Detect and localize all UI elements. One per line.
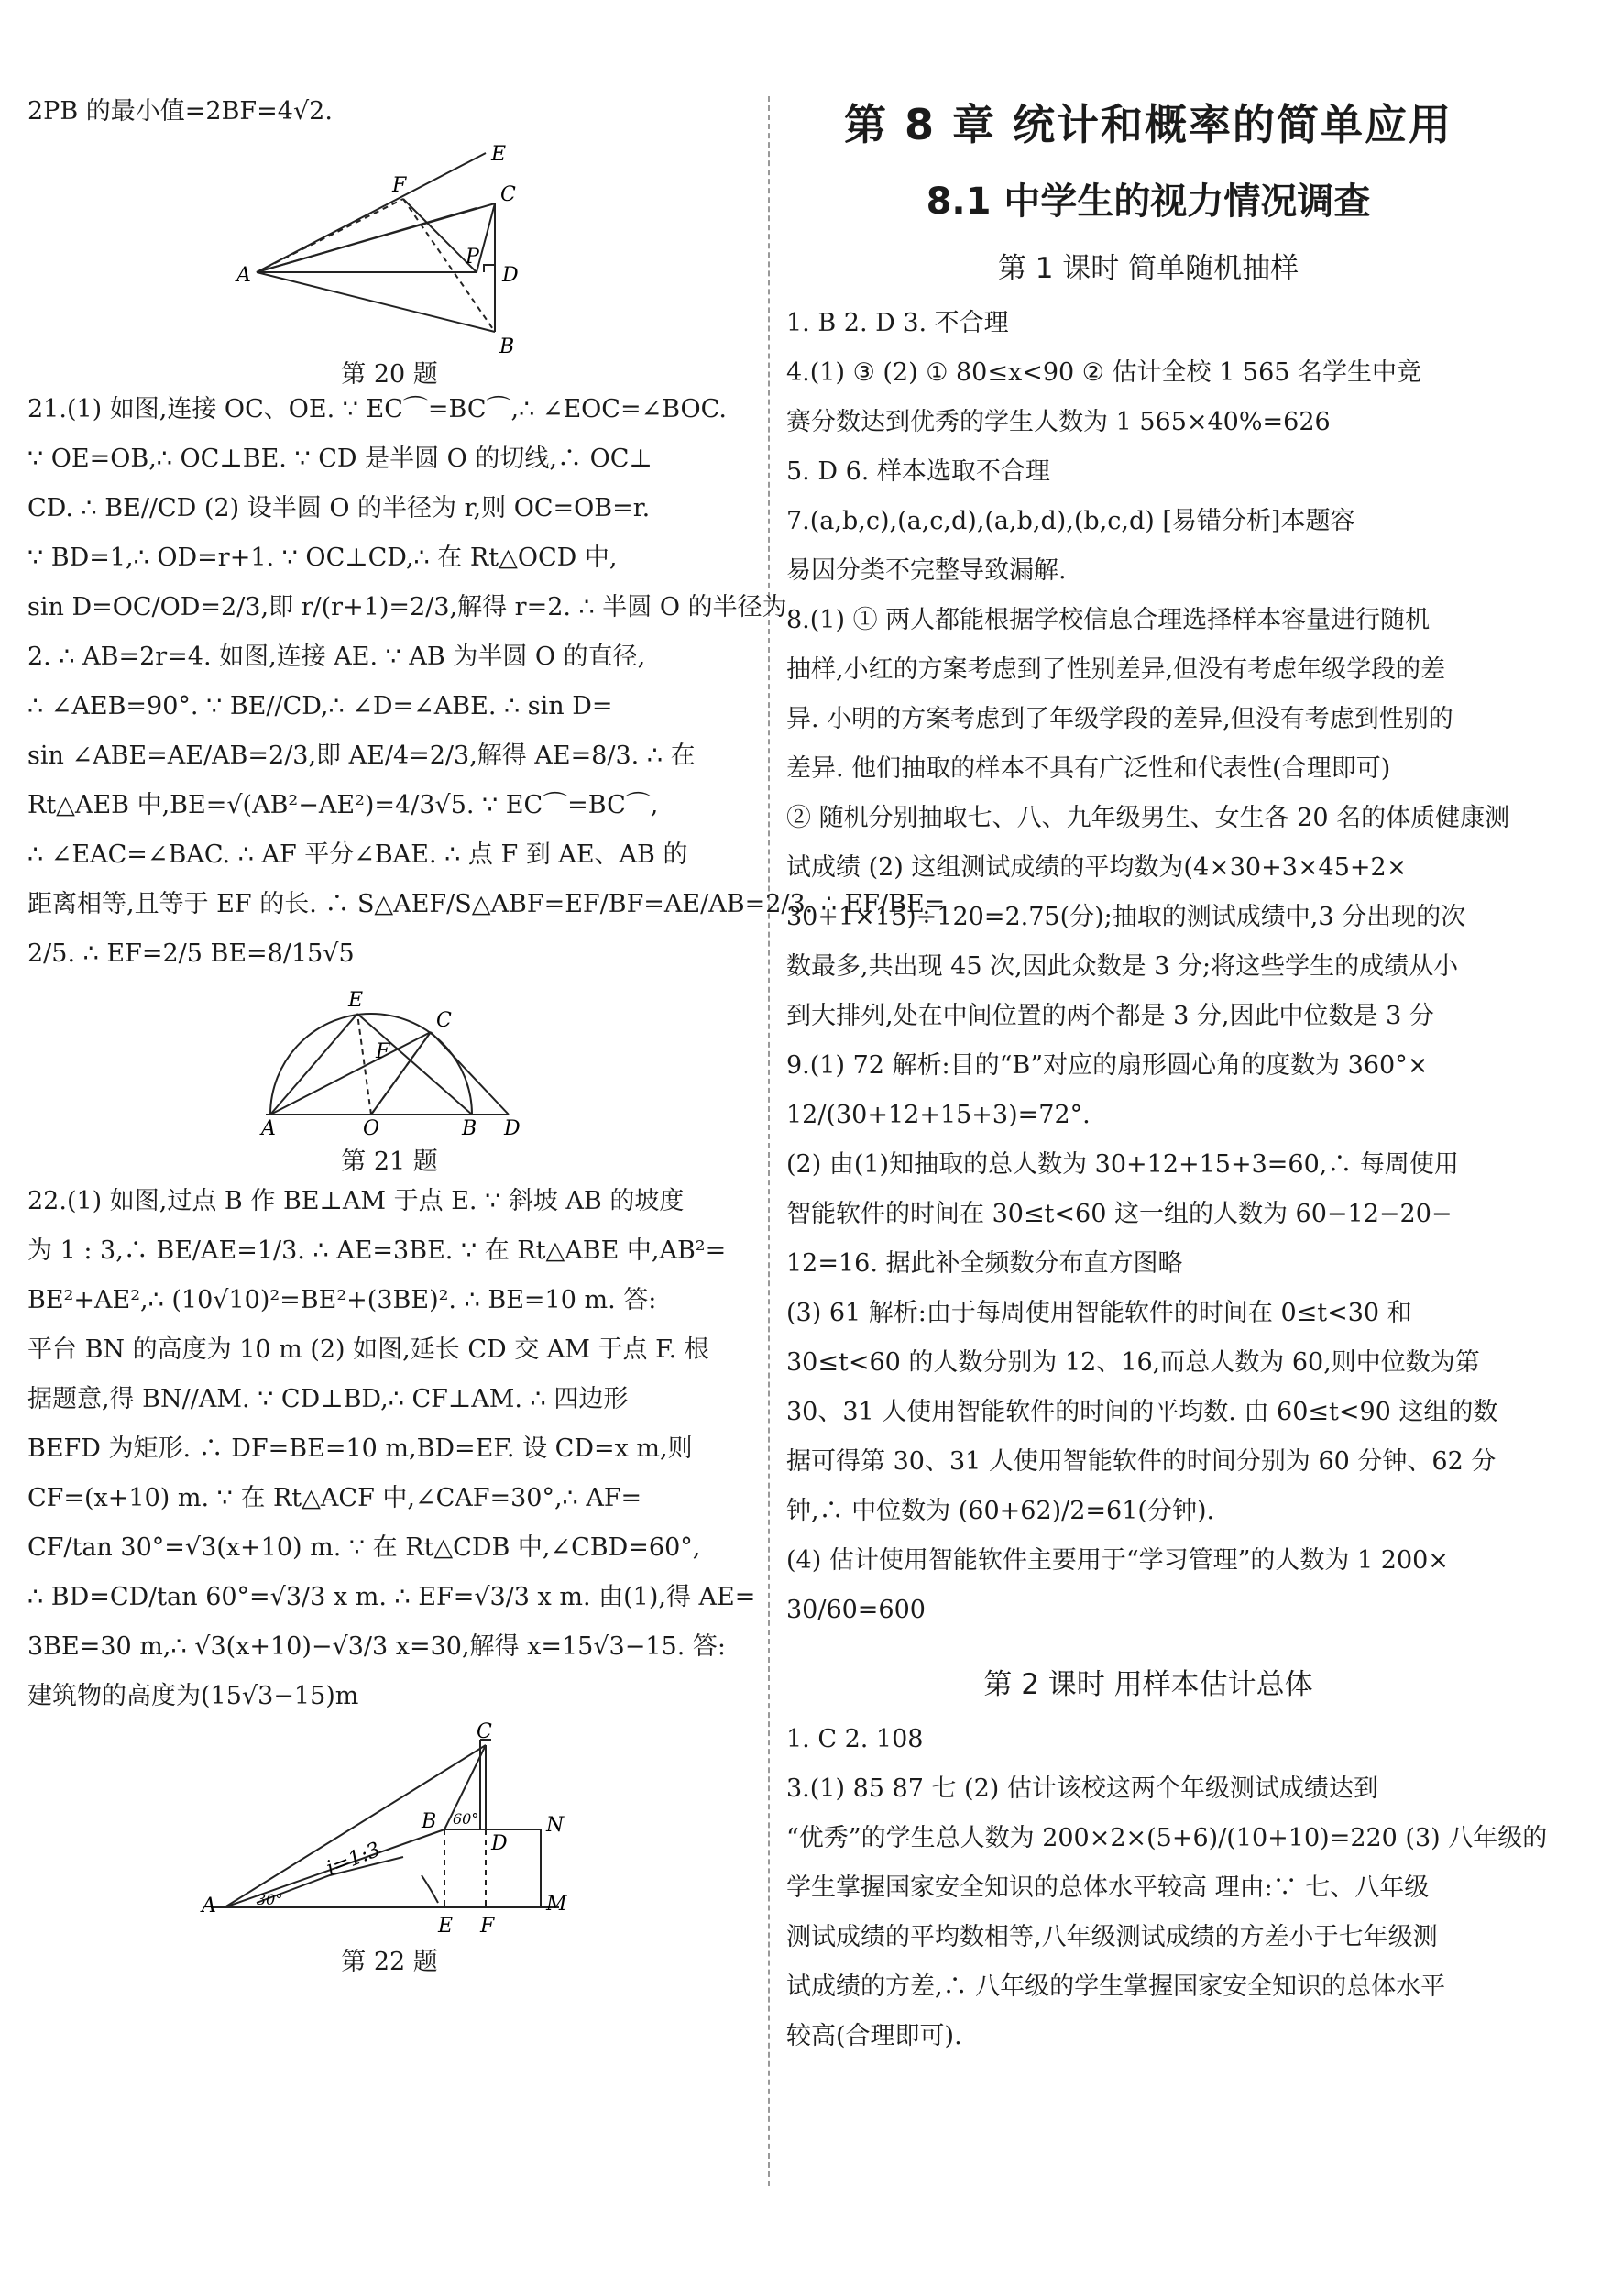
- text-line: 为 1 : 3,∴ BE/AE=1/3. ∴ AE=3BE. ∵ 在 Rt△ABE 中,AB²=: [27, 1236, 727, 1265]
- text-line: 较高(合理即可).: [786, 2022, 962, 2050]
- text-line: 建筑物的高度为(15√3−15)m: [27, 1682, 359, 1710]
- lesson-1-title: 第 1 课时 简单随机抽样: [997, 252, 1299, 285]
- chapter-title: 第 8 章 统计和概率的简单应用: [843, 100, 1453, 149]
- text-line: ∵ BD=1,∴ OD=r+1. ∵ OC⊥CD,∴ 在 Rt△OCD 中,: [27, 544, 618, 572]
- text-line: 3.(1) 85 87 七 (2) 估计该校这两个年级测试成绩达到: [786, 1774, 1378, 1803]
- text-line: 8.(1) ① 两人都能根据学校信息合理选择样本容量进行随机: [786, 606, 1431, 634]
- fig20-label-d: D: [502, 264, 519, 287]
- column-divider: [768, 96, 770, 2186]
- text-line: 2/5. ∴ EF=2/5 BE=8/15√5: [27, 939, 355, 968]
- figure-22-diagram: [27, 1720, 751, 1938]
- text-line: CD. ∴ BE//CD (2) 设半圆 O 的半径为 r,则 OC=OB=r.: [27, 494, 651, 522]
- fig22-label-a: A: [202, 1895, 216, 1917]
- fig22-label-c: C: [477, 1720, 492, 1743]
- text-line: 30+1×15)÷120=2.75(分);抽取的测试成绩中,3 分出现的次: [786, 903, 1466, 931]
- text-line: 异. 小明的方案考虑到了年级学段的差异,但没有考虑到性别的: [786, 705, 1453, 733]
- text-line: 4.(1) ③ (2) ① 80≤x<90 ② 估计全校 1 565 名学生中竞: [786, 358, 1422, 387]
- text-line: 2PB 的最小值=2BF=4√2.: [27, 97, 333, 126]
- text-line: BE²+AE²,∴ (10√10)²=BE²+(3BE)². ∴ BE=10 m. 答:: [27, 1286, 657, 1314]
- section-title: 8.1 中学生的视力情况调查: [926, 181, 1371, 223]
- fig20-label-f: F: [392, 174, 407, 197]
- fig22-label-f: F: [480, 1915, 495, 1938]
- text-line: 数最多,共出现 45 次,因此众数是 3 分;将这些学生的成绩从小: [786, 952, 1459, 981]
- fig22-angle-60: 60°: [453, 1810, 479, 1828]
- fig22-label-n: N: [546, 1814, 565, 1837]
- fig21-label-d: D: [504, 1117, 521, 1140]
- text-line: ∴ BD=CD/tan 60°=√3/3 x m. ∴ EF=√3/3 x m. 由(1),得 AE=: [27, 1583, 756, 1611]
- text-line: 1. B 2. D 3. 不合理: [786, 309, 1009, 337]
- text-line: “优秀”的学生总人数为 200×2×(5+6)/(10+10)=220 (3) 八年级的: [786, 1824, 1548, 1852]
- text-line: ∵ OE=OB,∴ OC⊥BE. ∵ CD 是半圆 O 的切线,∴ OC⊥: [27, 445, 652, 473]
- lines-a: [27, 87, 751, 137]
- text-line: 距离相等,且等于 EF 的长. ∴ S△AEF/S△ABF=EF/BF=AE/AB=2/3. ∴ EF/BE=: [27, 890, 946, 918]
- text-line: 30≤t<60 的人数分别为 12、16,而总人数为 60,则中位数为第: [786, 1348, 1480, 1377]
- text-line: 差异. 他们抽取的样本不具有广泛性和代表性(合理即可): [786, 754, 1391, 783]
- figure-20: [27, 143, 751, 389]
- text-line: 30/60=600: [786, 1596, 926, 1624]
- text-line: sin D=OC/OD=2/3,即 r/(r+1)=2/3,解得 r=2. ∴ 半圆 O 的半径为: [27, 593, 787, 621]
- lesson-1-lines: [786, 299, 1510, 1635]
- text-line: 12/(30+12+15+3)=72°.: [786, 1101, 1091, 1129]
- text-line: 5. D 6. 样本选取不合理: [786, 457, 1050, 486]
- text-line: ∴ ∠EAC=∠BAC. ∴ AF 平分∠BAE. ∴ 点 F 到 AE、AB 的: [27, 840, 688, 869]
- text-line: 到大排列,处在中间位置的两个都是 3 分,因此中位数是 3 分: [786, 1002, 1434, 1030]
- text-line: sin ∠ABE=AE/AB=2/3,即 AE/4=2/3,解得 AE=8/3. ∴ 在: [27, 742, 696, 770]
- fig22-slope-label: i=1:3: [323, 1838, 384, 1881]
- text-line: (4) 估计使用智能软件主要用于“学习管理”的人数为 1 200×: [786, 1546, 1449, 1575]
- figure-20-diagram: [27, 143, 751, 358]
- fig20-label-p: P: [466, 246, 479, 269]
- fig20-label-e: E: [491, 143, 507, 166]
- fig21-label-e: E: [348, 989, 364, 1012]
- text-line: 据可得第 30、31 人使用智能软件的时间分别为 60 分钟、62 分: [786, 1447, 1497, 1476]
- text-line: BEFD 为矩形. ∴ DF=BE=10 m,BD=EF. 设 CD=x m,则: [27, 1434, 693, 1463]
- text-line: 12=16. 据此补全频数分布直方图略: [786, 1249, 1183, 1278]
- text-line: 学生掌握国家安全知识的总体水平较高 理由:∵ 七、八年级: [786, 1873, 1430, 1902]
- text-line: ② 随机分别抽取七、八、九年级男生、女生各 20 名的体质健康测: [786, 804, 1510, 832]
- right-column: [786, 92, 1548, 2061]
- fig22-label-m: M: [546, 1893, 567, 1916]
- text-line: 测试成绩的平均数相等,八年级测试成绩的方差小于七年级测: [786, 1923, 1438, 1951]
- lines-c: [27, 1177, 756, 1721]
- text-line: 2. ∴ AB=2r=4. 如图,连接 AE. ∵ AB 为半圆 O 的直径,: [27, 643, 646, 671]
- fig21-label-f: F: [376, 1040, 390, 1063]
- fig21-label-a: A: [261, 1117, 276, 1140]
- text-line: CF/tan 30°=√3(x+10) m. ∵ 在 Rt△CDB 中,∠CBD=60°,: [27, 1533, 701, 1562]
- fig20-label-b: B: [499, 335, 515, 358]
- text-line: (2) 由(1)知抽取的总人数为 30+12+15+3=60,∴ 每周使用: [786, 1150, 1459, 1179]
- figure-21-caption: 第 21 题: [341, 1148, 438, 1176]
- fig22-angle-30: 30°: [257, 1891, 283, 1908]
- text-line: ∴ ∠AEB=90°. ∵ BE//CD,∴ ∠D=∠ABE. ∴ sin D=: [27, 692, 613, 720]
- fig20-label-a: A: [236, 264, 251, 287]
- text-line: 9.(1) 72 解析:目的“B”对应的扇形圆心角的度数为 360°×: [786, 1051, 1429, 1080]
- fig21-label-b: B: [462, 1117, 477, 1140]
- text-line: 30、31 人使用智能软件的时间的平均数. 由 60≤t<90 这组的数: [786, 1398, 1498, 1426]
- text-line: 赛分数达到优秀的学生人数为 1 565×40%=626: [786, 408, 1331, 436]
- text-line: 平台 BN 的高度为 10 m (2) 如图,延长 CD 交 AM 于点 F. 根: [27, 1335, 709, 1364]
- figure-21-diagram: [27, 986, 751, 1140]
- figure-22: [27, 1720, 751, 1976]
- figure-21: [27, 986, 751, 1176]
- text-line: 21.(1) 如图,连接 OC、OE. ∵ EC⌒=BC⌒,∴ ∠EOC=∠BOC.: [27, 395, 727, 423]
- text-line: 智能软件的时间在 30≤t<60 这一组的人数为 60−12−20−: [786, 1200, 1453, 1228]
- text-line: 1. C 2. 108: [786, 1725, 924, 1753]
- figure-22-caption: 第 22 题: [341, 1948, 438, 1976]
- fig22-label-b: B: [422, 1810, 437, 1833]
- fig20-label-c: C: [500, 183, 516, 206]
- text-line: Rt△AEB 中,BE=√(AB²−AE²)=4/3√5. ∵ EC⌒=BC⌒,: [27, 791, 659, 819]
- figure-20-caption: 第 20 题: [341, 360, 438, 389]
- fig22-label-d: D: [491, 1832, 508, 1855]
- text-line: CF=(x+10) m. ∵ 在 Rt△ACF 中,∠CAF=30°,∴ AF=: [27, 1484, 642, 1512]
- text-line: 试成绩的方差,∴ 八年级的学生掌握国家安全知识的总体水平: [786, 1972, 1446, 2001]
- lesson-2-lines: [786, 1715, 1548, 2061]
- text-line: 抽样,小红的方案考虑到了性别差异,但没有考虑年级学段的差: [786, 655, 1446, 684]
- fig21-label-o: O: [363, 1117, 380, 1140]
- text-line: 3BE=30 m,∴ √3(x+10)−√3/3 x=30,解得 x=15√3−15. 答:: [27, 1632, 726, 1661]
- text-line: 7.(a,b,c),(a,c,d),(a,b,d),(b,c,d) [易错分析]本题容: [786, 507, 1355, 535]
- text-line: 试成绩 (2) 这组测试成绩的平均数为(4×30+3×45+2×: [786, 853, 1408, 882]
- text-line: 钟,∴ 中位数为 (60+62)/2=61(分钟).: [786, 1497, 1215, 1525]
- fig22-label-e: E: [438, 1915, 454, 1938]
- fig21-label-c: C: [436, 1009, 452, 1032]
- lesson-2-title: 第 2 课时 用样本估计总体: [983, 1668, 1313, 1701]
- text-line: 易因分类不完整导致漏解.: [786, 556, 1067, 585]
- text-line: 22.(1) 如图,过点 B 作 BE⊥AM 于点 E. ∵ 斜坡 AB 的坡度: [27, 1187, 685, 1215]
- text-line: 据题意,得 BN//AM. ∵ CD⊥BD,∴ CF⊥AM. ∴ 四边形: [27, 1385, 629, 1413]
- text-line: (3) 61 解析:由于每周使用智能软件的时间在 0≤t<30 和: [786, 1299, 1412, 1327]
